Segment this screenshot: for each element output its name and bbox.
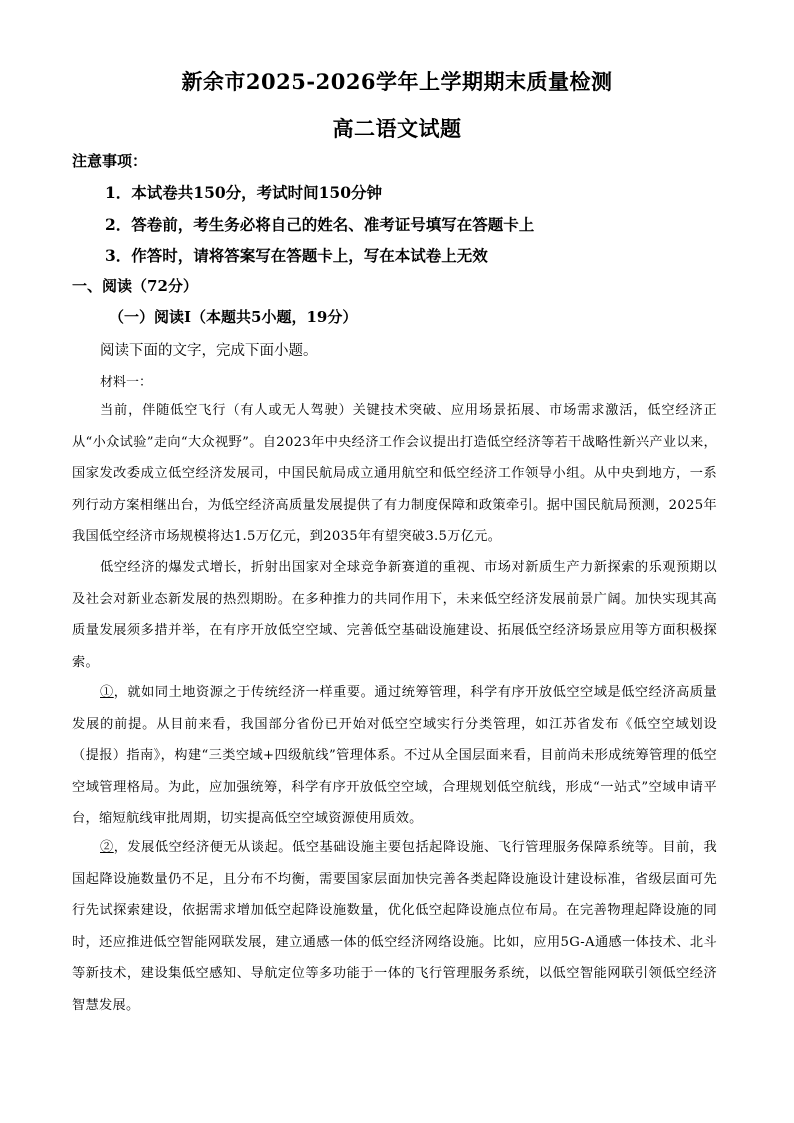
exam-title: 新余市2025-2026学年上学期期末质量检测 [181, 69, 613, 94]
subsection-heading: （一）阅读Ⅰ（本题共5小题，19分） [109, 308, 358, 326]
passage-paragraph [72, 677, 717, 835]
section-heading: 一、阅读（72分） [72, 277, 198, 295]
paragraph-text: ，就如同土地资源之于传统经济一样重要。通过统筹管理，科学有序开放低空空域是低空经济高质量发展的前提。从目前来看，我国部分省份已开始对低空空域实行分类管理，如江苏省发布《低空空域划设（提报）指南》，构建“三类空域+四级航线”管理体系。不过从全国层面来看，目前尚未形成统筹管理的低空空域管理格局。为此，应加强统筹，科学有序开放低空空域，合理规划低空航线，形成“一站式”空域申请平台，缩短航线审批周期，切实提高低空空域资源使用质效。 [72, 685, 717, 827]
material-label: 材料一： [100, 375, 153, 390]
blank-marker-2: ② [100, 840, 114, 855]
reading-instruction: 阅读下面的文字，完成下面小题。 [100, 343, 318, 359]
notice-item: 2．答卷前，考生务必将自己的姓名、准考证号填写在答题卡上 [105, 215, 535, 234]
paragraph-text: ，发展低空经济便无从谈起。低空基础设施主要包括起降设施、飞行管理服务保障系统等。目前，我国起降设施数量仍不足，且分布不均衡，需要国家层面加快完善各类起降设施设计建设标准，省级层面可先行先试探索建设，依据需求增加低空起降设施数量，优化低空起降设施点位布局。在完善物理起降设施的同时，还应推进低空智能网联发展，建立通感一体的低空经济网络设施。比如，应用5G-A通感一体技术、北斗等新技术，建设集低空感知、导航定位等多功能于一体的飞行管理服务系统，以低空智能网联引领低空经济智慧发展。 [72, 840, 717, 1013]
passage-paragraph [72, 552, 717, 678]
notice-heading: 注意事项： [72, 152, 148, 170]
passage-paragraph [72, 395, 717, 553]
paragraph-marker [72, 403, 100, 418]
notice-item: 3．作答时，请将答案写在答题卡上，写在本试卷上无效 [105, 246, 488, 265]
paragraph-text: 低空经济的爆发式增长，折射出国家对全球竞争新赛道的重视、市场对新质生产力新探索的乐观预期以及社会对新业态新发展的热烈期盼。在多种推力的共同作用下，未来低空经济发展前景广阔。加快实现其高质量发展须多措并举，在有序开放低空空域、完善低空基础设施建设、拓展低空经济场景应用等方面积极探索。 [72, 560, 717, 670]
paragraph-marker [72, 560, 100, 575]
exam-subtitle: 高二语文试题 [332, 116, 462, 141]
blank-marker-1: ① [100, 685, 114, 700]
notice-item: 1．本试卷共150分，考试时间150分钟 [105, 183, 382, 202]
passage-paragraph [72, 832, 717, 1022]
paragraph-text: 当前，伴随低空飞行（有人或无人驾驶）关键技术突破、应用场景拓展、市场需求激活，低空经济正从“小众试验”走向“大众视野”。自2023年中央经济工作会议提出打造低空经济等若干战略性新兴产业以来，国家发改委成立低空经济发展司，中国民航局成立通用航空和低空经济工作领导小组。从中央到地方，一系列行动方案相继出台，为低空经济高质量发展提供了有力制度保障和政策牵引。据中国民航局预测，2025年我国低空经济市场规模将达1.5万亿元，到2035年有望突破3.5万亿元。 [72, 403, 717, 545]
